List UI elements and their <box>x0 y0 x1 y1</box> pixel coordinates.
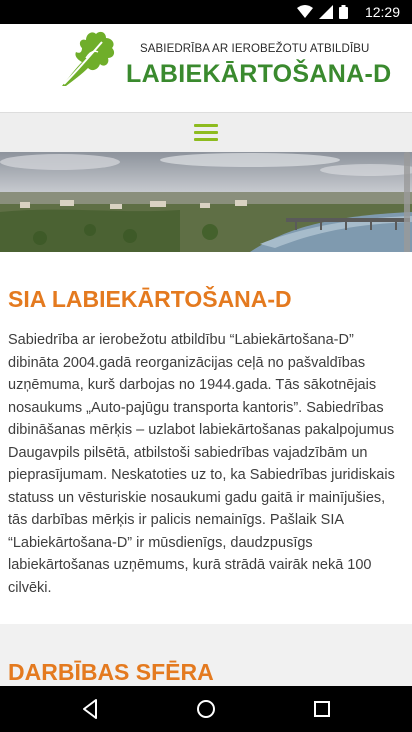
site-header <box>0 24 412 112</box>
back-triangle-icon[interactable] <box>78 697 102 721</box>
nav-bar <box>0 112 412 153</box>
status-time: 12:29 <box>364 4 400 20</box>
activity-title: DARBĪBAS SFĒRA <box>8 659 214 685</box>
hero-image <box>0 152 412 252</box>
wifi-icon <box>297 5 313 19</box>
company-subtitle: SABIEDRĪBA AR IEROBEŽOTU ATBILDĪBU <box>140 43 370 55</box>
about-title: SIA LABIEKĀRTOŠANA-D <box>8 286 292 312</box>
about-body: Sabiedrība ar ierobežotu atbildību “Labiekārtošana-D” dibināta 2004.gadā reorganizācijas ceļā no pašvaldības uzņēmuma, kurš darbojas no 1944.gada. Tās sākotnējais nosaukums „Auto-pajūgu transporta kantoris”. Sabiedrības dibināšanas mērķis – uzlabot labiekārtošanas pakalpojumus Daugavpils pilsētā, atbilstoši sabiedrības vajadzībām un pieprasījumam. Neskatoties uz to, ka Sabiedrības juridiskais statuss un vēsturiskie nosaukumi gadu gaitā ir mainījušies, tās darbības mērķis ir palicis nemainīgs. Pašlaik SIA “Labiekārtošana-D” ir mūsdienīgs, daudzpusīgs labiekārtošanas uzņēmums, kurā strādā vairāk nekā 100 cilvēki. <box>8 332 395 596</box>
signal-icon <box>319 5 333 19</box>
about-section <box>0 252 412 624</box>
page-scrollbar[interactable] <box>404 152 410 268</box>
oak-leaf-logo-icon[interactable] <box>56 28 118 90</box>
company-name[interactable]: LABIEKĀRTOŠANA-D <box>126 60 392 88</box>
android-nav-bar <box>0 686 412 732</box>
status-icons <box>297 5 348 19</box>
home-circle-icon[interactable] <box>194 697 218 721</box>
battery-icon <box>339 5 348 19</box>
status-bar <box>0 0 412 24</box>
activity-section <box>0 624 412 686</box>
hamburger-menu-icon[interactable] <box>194 124 218 144</box>
recents-square-icon[interactable] <box>310 697 334 721</box>
